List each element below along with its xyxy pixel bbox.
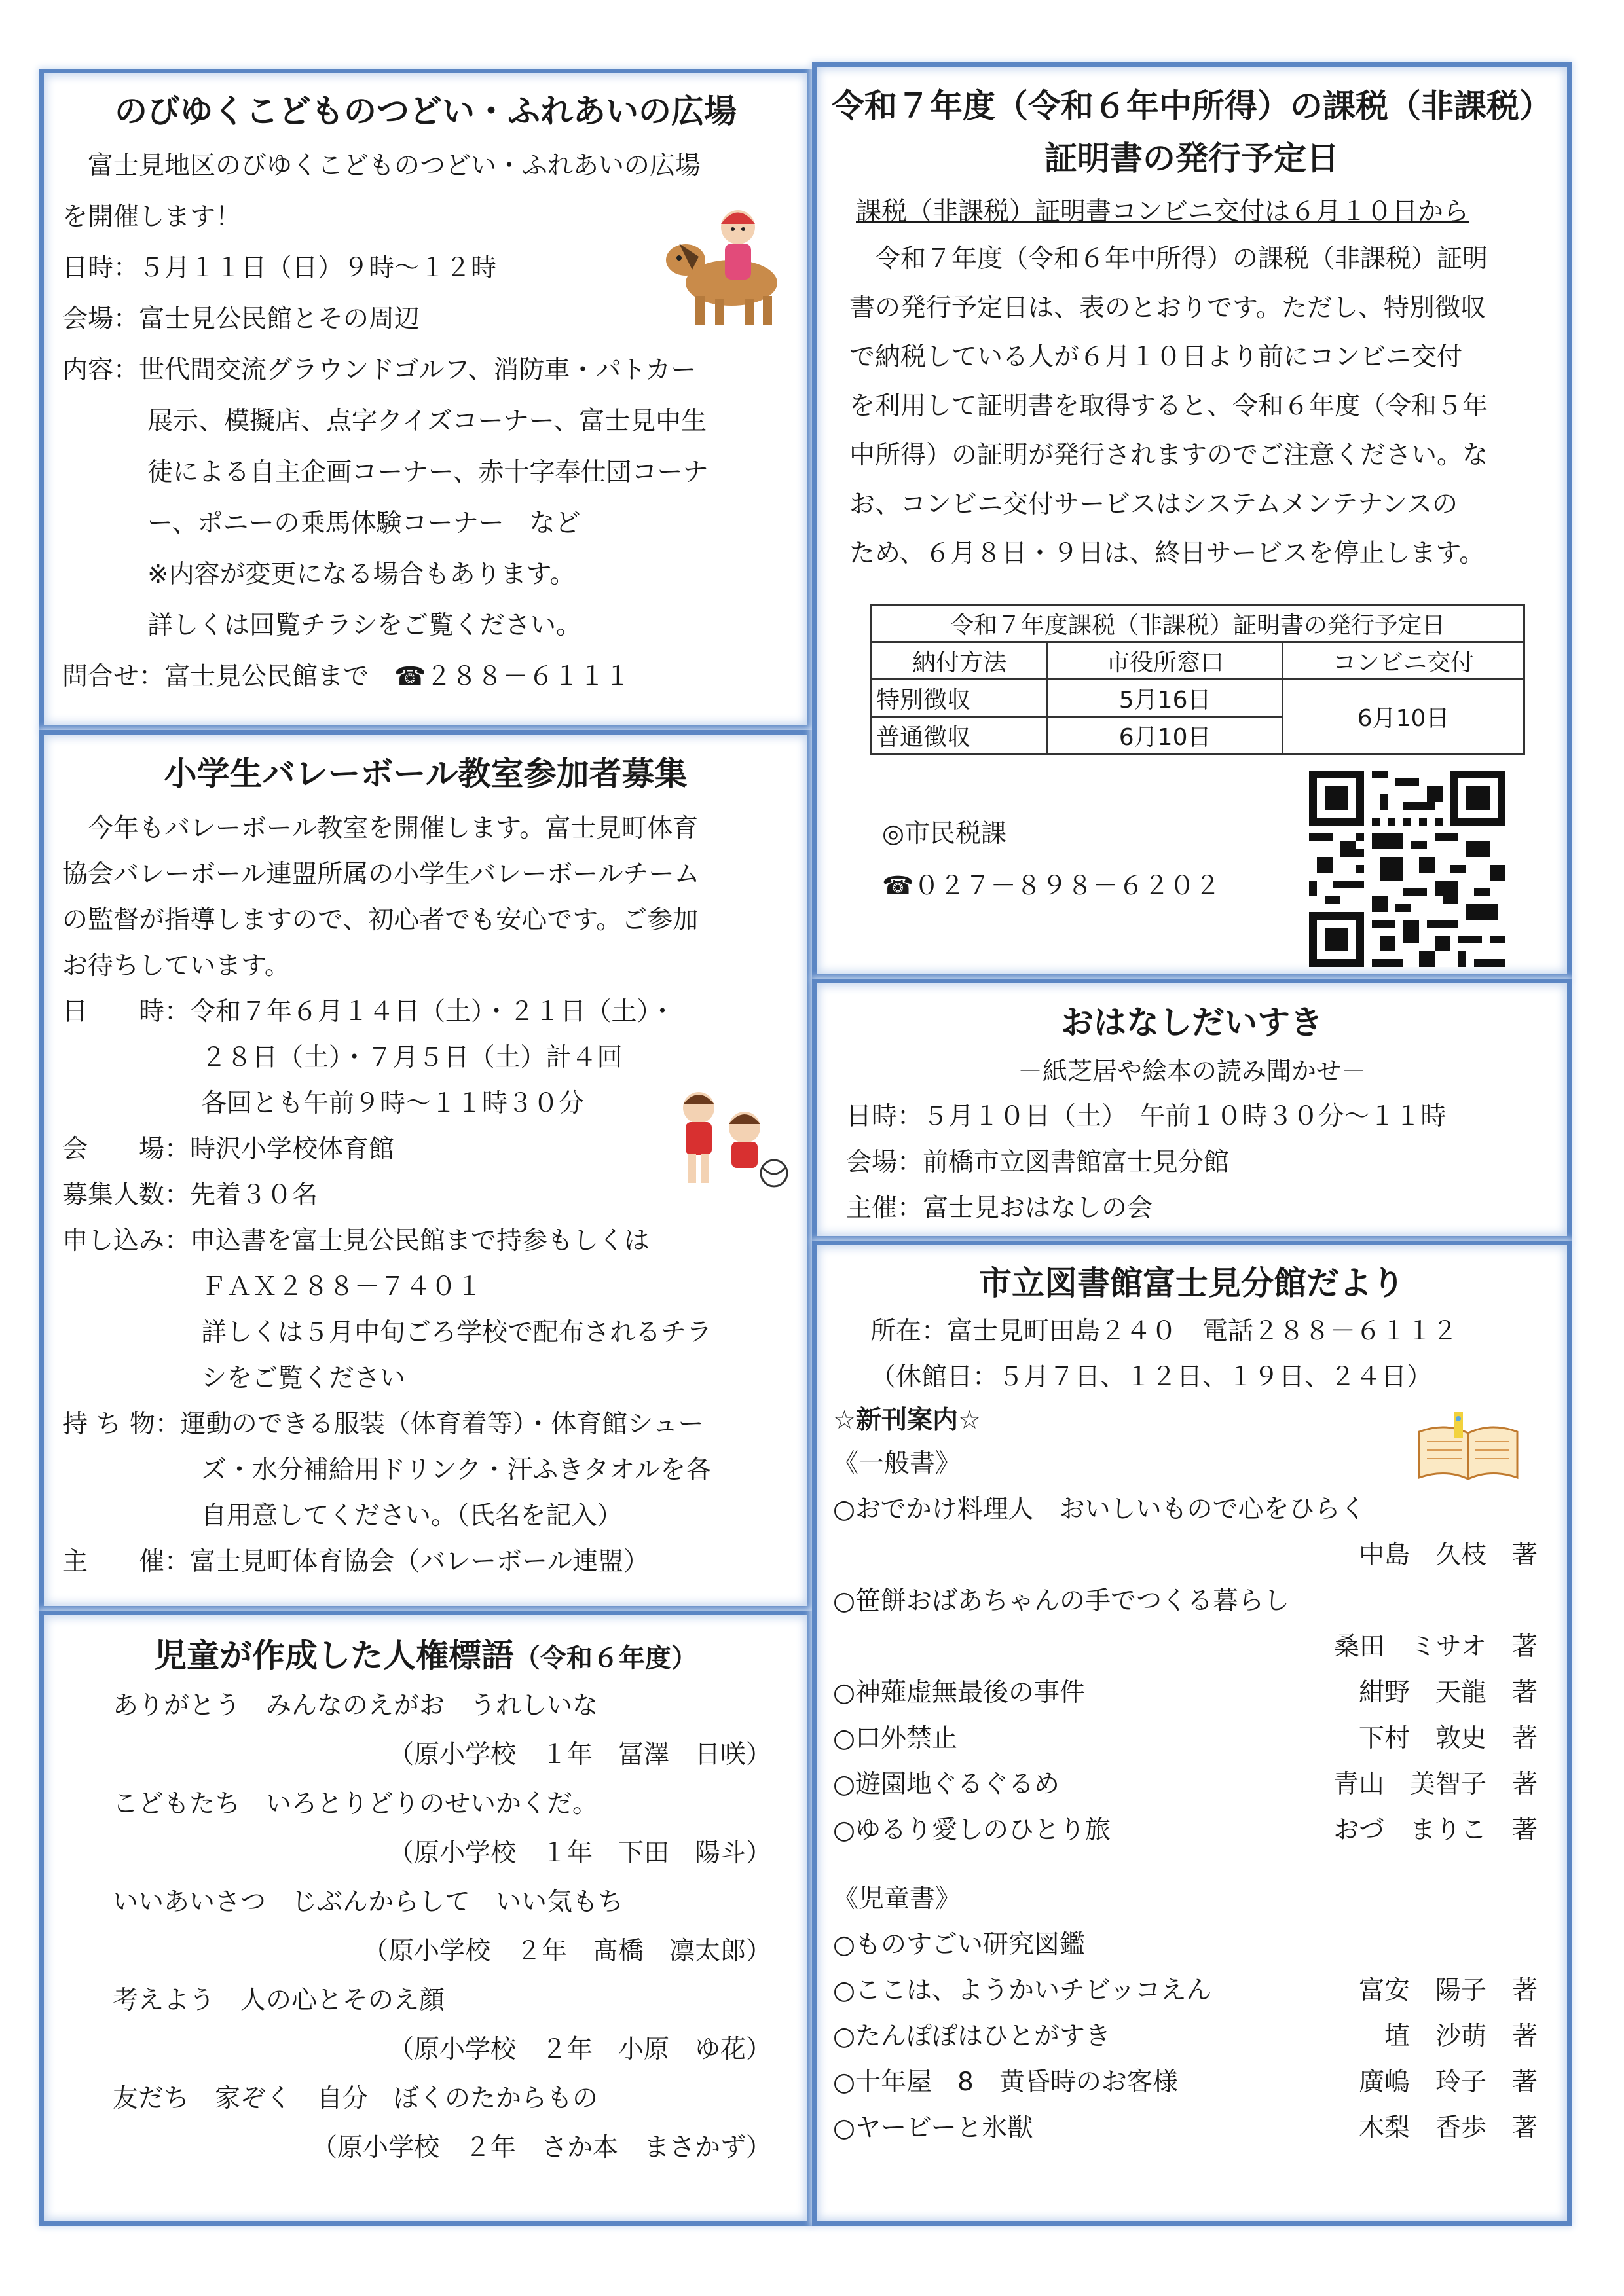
tax-text: を利用して証明書を取得すると、令和６年度（令和５年 <box>849 392 1488 421</box>
slogan-author: （原小学校 ２年 小原 ゆ花） <box>388 2035 771 2064</box>
tax-text: 令和７年度（令和６年中所得）の課税（非課税）証明 <box>849 244 1488 274</box>
volleyball-note: 詳しくは５月中旬ごろ学校で配布されるチラ <box>201 1318 712 1347</box>
volleyball-time: 各回とも午前９時～１１時３０分 <box>201 1089 585 1118</box>
book-title: ○たんぽぽはひとがすき <box>833 2022 1111 2051</box>
volleyball-fax: ＦＡＸ２８８－７４０１ <box>201 1272 483 1302</box>
slogan-author: （原小学校 １年 冨澤 日咲） <box>388 1740 771 1770</box>
volleyball-text: 協会バレーボール連盟所属の小学生バレーボールチーム <box>62 860 700 889</box>
book-author: 中島 久枝 著 <box>1358 1540 1538 1570</box>
table-header: 市役所窓口 <box>1048 642 1283 680</box>
storytime-section-box <box>812 979 1572 1241</box>
library-closed-days: （休館日：５月７日、１２日、１９日、２４日） <box>870 1362 1433 1392</box>
slogan-title-year: （令和６年度） <box>514 1643 697 1673</box>
tax-schedule-table <box>870 604 1525 755</box>
storytime-organizer: 主催：富士見おはなしの会 <box>846 1194 1153 1223</box>
volleyball-items: 自用意してください。（氏名を記入） <box>201 1501 623 1531</box>
slogan-text: 考えよう 人の心とそのえ顔 <box>113 1986 445 2015</box>
volleyball-date: 日 時：令和７年６月１４日（土）・２１日（土）・ <box>62 997 676 1027</box>
volleyball-items: 持 ち 物：運動のできる服装（体育着等）・体育館シュー <box>62 1410 704 1439</box>
storytime-subtitle: －紙芝居や絵本の読み聞かせ－ <box>1017 1057 1366 1085</box>
volleyball-section-box <box>39 730 812 1611</box>
slogan-text: いいあいさつ じぶんからして いい気もち <box>113 1887 624 1917</box>
book-author: 下村 敦史 著 <box>1358 1724 1538 1753</box>
pony-rider-illustration <box>659 198 797 329</box>
library-address: 所在：富士見町田島２４０ 電話２８８－６１１２ <box>870 1317 1458 1346</box>
volleyball-apply: 申し込み：申込書を富士見公民館まで持参もしくは <box>62 1226 650 1256</box>
table-header: コンビニ交付 <box>1283 642 1524 680</box>
volleyball-text: お待ちしています。 <box>62 951 290 981</box>
storytime-venue: 会場：前橋市立図書館富士見分館 <box>846 1148 1230 1177</box>
slogan-title-main: 児童が作成した人権標語 <box>154 1637 514 1675</box>
book-title: ○十年屋 8 黄昏時のお客様 <box>833 2068 1178 2097</box>
volleyball-title: 小学生バレーボール教室参加者募集 <box>164 755 688 793</box>
storytime-date: 日時：５月１０日（土） 午前１０時３０分～１１時 <box>846 1102 1447 1131</box>
table-row <box>872 680 1524 717</box>
book-author: 桑田 ミサオ 著 <box>1333 1632 1538 1662</box>
book-title: ○ゆるり愛しのひとり旅 <box>833 1815 1111 1845</box>
table-cell: 5月16日 <box>1048 680 1283 717</box>
book-author: 富安 陽子 著 <box>1358 1976 1538 2005</box>
volleyball-note: シをご覧ください <box>201 1364 406 1393</box>
event-venue: 会場：富士見公民館とその周辺 <box>62 304 420 334</box>
book-title: ○ものすごい研究図鑑 <box>833 1930 1086 1959</box>
tax-title: 令和７年度（令和６年中所得）の課税（非課税） <box>832 87 1552 125</box>
slogan-author: （原小学校 ２年 さか本 まさかず） <box>311 2133 771 2162</box>
slogan-text: ありがとう みんなのえがお うれしいな <box>113 1691 599 1721</box>
book-title: ○笹餅おばあちゃんの手でつくる暮らし <box>833 1586 1290 1616</box>
event-content: ー、ポニーの乗馬体験コーナー など <box>147 509 581 538</box>
new-books-label: ☆新刊案内☆ <box>833 1406 981 1435</box>
storytime-title: おはなしだいすき <box>1061 1004 1323 1042</box>
volleyball-venue: 会 場：時沢小学校体育館 <box>62 1135 395 1164</box>
slogan-title <box>44 1636 807 1678</box>
tax-section-box <box>812 62 1572 979</box>
table-caption: 令和７年度課税（非課税）証明書の発行予定日 <box>872 605 1524 642</box>
book-title: ○口外禁止 <box>833 1724 958 1753</box>
volleyball-text: 今年もバレーボール教室を開催します。富士見町体育 <box>62 814 699 843</box>
book-title: ○おでかけ料理人 おいしいもので心をひらく <box>833 1495 1366 1524</box>
volleyball-date: ２８日（土）・７月５日（土）計４回 <box>201 1043 623 1072</box>
slogan-author: （原小学校 １年 下田 陽斗） <box>388 1838 771 1868</box>
qr-code-icon[interactable] <box>1309 771 1505 967</box>
event-contact: 問合せ：富士見公民館まで ☎２８８－６１１１ <box>62 662 631 691</box>
event-note: 詳しくは回覧チラシをご覧ください。 <box>147 611 582 640</box>
slogan-author: （原小学校 ２年 髙橋 凛太郎） <box>362 1937 771 1966</box>
book-title: ○ここは、ようかいチビッコえん <box>833 1976 1212 2005</box>
book-title: ○遊園地ぐるぐるめ <box>833 1770 1060 1799</box>
volleyball-kids-illustration <box>659 1082 790 1193</box>
table-header: 納付方法 <box>872 642 1048 680</box>
tax-text: お、コンビニ交付サービスはシステムメンテナンスの <box>849 490 1458 519</box>
event-text: 富士見地区のびゆくこどものつどい・ふれあいの広場 <box>62 151 701 181</box>
library-title: 市立図書館富士見分館だより <box>979 1264 1405 1302</box>
table-cell-combini: 6月10日 <box>1283 680 1524 754</box>
slogan-text: こどもたち いろとりどりのせいかくだ。 <box>113 1789 599 1819</box>
book-author: 木梨 香歩 著 <box>1358 2113 1538 2143</box>
table-cell: 特別徴収 <box>872 680 1048 717</box>
event-content: 展示、模擬店、点字クイズコーナー、富士見中生 <box>147 407 707 436</box>
book-author: 青山 美智子 著 <box>1333 1770 1538 1799</box>
table-cell: 6月10日 <box>1048 717 1283 754</box>
table-caption-row <box>872 605 1524 642</box>
table-cell: 普通徴収 <box>872 717 1048 754</box>
volleyball-text: の監督が指導しますので、初心者でも安心です。ご参加 <box>62 905 699 935</box>
table-header-row <box>872 642 1524 680</box>
volleyball-organizer: 主 催：富士見町体育協会（バレーボール連盟） <box>62 1547 650 1576</box>
book-title: ○神薙虚無最後の事件 <box>833 1678 1086 1707</box>
slogan-text: 友だち 家ぞく 自分 ぼくのたからもの <box>113 2084 599 2113</box>
event-text: を開催します！ <box>62 202 242 232</box>
event-note: ※内容が変更になる場合もあります。 <box>147 560 576 589</box>
tax-text: 書の発行予定日は、表のとおりです。ただし、特別徴収 <box>849 293 1486 323</box>
tax-contact-dept: ◎市民税課 <box>882 819 1007 848</box>
tax-text: ため、６月８日・９日は、終日サービスを停止します。 <box>849 539 1485 568</box>
tax-text: で納税している人が６月１０日より前にコンビニ交付 <box>849 342 1463 372</box>
tax-contact-tel: ☎０２７－８９８－６２０２ <box>882 871 1221 901</box>
book-author: おづ まりこ 著 <box>1333 1815 1538 1845</box>
book-title: ○ヤービーと氷獣 <box>833 2113 1033 2143</box>
volleyball-items: ズ・水分補給用ドリンク・汗ふきタオルを各 <box>201 1455 712 1485</box>
volleyball-capacity: 募集人数：先着３０名 <box>62 1180 318 1210</box>
general-books-label: 《一般書》 <box>833 1449 961 1478</box>
event-section-box <box>39 69 812 730</box>
open-book-icon <box>1412 1412 1524 1484</box>
book-author: 紺野 天龍 著 <box>1358 1678 1538 1707</box>
children-books-label: 《児童書》 <box>833 1884 961 1914</box>
event-date: 日時：５月１１日（日）９時～１２時 <box>62 253 497 283</box>
tax-title-2: 証明書の発行予定日 <box>1044 139 1339 177</box>
event-title: のびゆくこどものつどい・ふれあいの広場 <box>115 92 737 130</box>
slogan-section-box <box>39 1611 812 2226</box>
event-content: 徒による自主企画コーナー、赤十字奉仕団コーナ <box>147 458 709 487</box>
event-content: 内容：世代間交流グラウンドゴルフ、消防車・パトカー <box>62 355 697 385</box>
tax-text: 中所得）の証明が発行されますのでご注意ください。な <box>849 441 1488 470</box>
tax-headline: 課税（非課税）証明書コンビニ交付は６月１０日から <box>856 197 1469 227</box>
library-section-box <box>812 1241 1572 2226</box>
book-author: 廣嶋 玲子 著 <box>1358 2068 1538 2097</box>
book-author: 埴 沙萌 著 <box>1384 2022 1538 2051</box>
